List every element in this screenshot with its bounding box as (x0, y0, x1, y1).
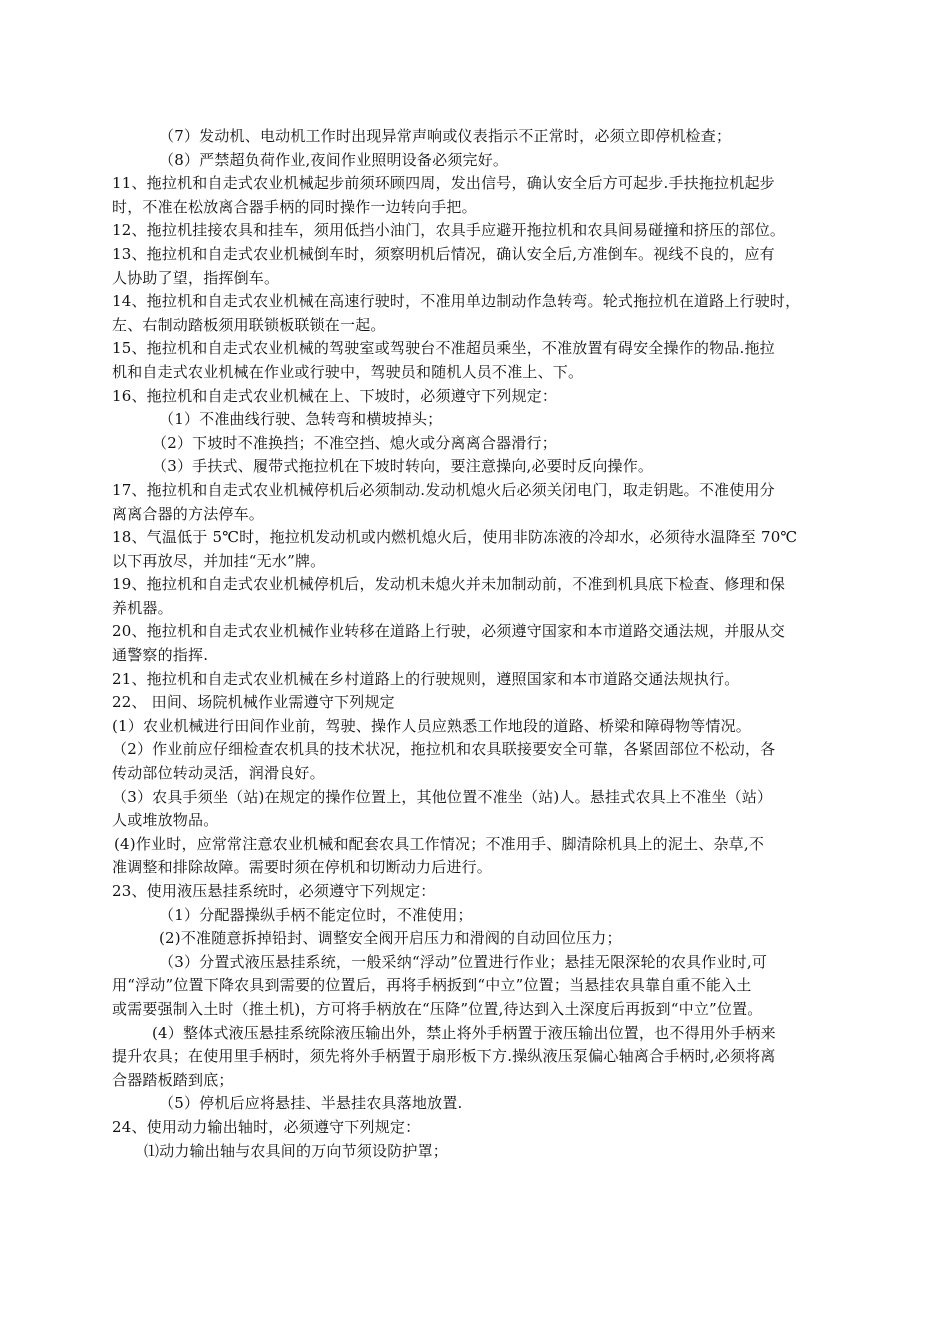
text-line: （2）作业前应仔细检查农机具的技术状况，拖拉机和农具联接要安全可靠，各紧固部位不松动，各 (112, 740, 776, 759)
text-line: 22、 田间、场院机械作业需遵守下列规定 (112, 693, 395, 712)
text-line: 23、使用液压悬挂系统时，必须遵守下列规定： (112, 882, 436, 900)
text-line: 人协助了望，指挥倒车。 (112, 268, 280, 287)
text-line: 左、右制动踏板须用联锁板联锁在一起。 (112, 315, 386, 334)
text-line: 18、气温低于 5℃时，拖拉机发动机或内燃机熄火后，使用非防冻液的冷却水，必须待水温降至 70℃ (112, 528, 798, 547)
text-line: (4）整体式液压悬挂系统除液压输出外，禁止将外手柄置于液压输出位置，也不得用外手柄来 (152, 1023, 776, 1042)
text-line: 准调整和排除故障。需要时须在停机和切断动力后进行。 (112, 858, 493, 877)
text-line: （1）分配器操纵手柄不能定位时，不准使用； (159, 905, 473, 924)
text-line: 提升农具；在使用里手柄时，须先将外手柄置于扇形板下方.操纵液压泵偏心轴离合手柄时,必须将离 (112, 1047, 776, 1066)
text-line: （8）严禁超负荷作业,夜间作业照明设备必须完好。 (159, 150, 509, 169)
text-line: 17、拖拉机和自走式农业机械停机后必须制动.发动机熄火后必须关闭电门，取走钥匙。不准使用分 (112, 480, 775, 499)
text-line: 合器踏板踏到底； (112, 1070, 234, 1089)
text-line: 13、拖拉机和自走式农业机械倒车时，须察明机后情况，确认安全后,方准倒车。视线不良的，应有 (112, 244, 775, 263)
text-line: （3）农具手须坐（站)在规定的操作位置上，其他位置不准坐（站)人。悬挂式农具上不准坐（站） (112, 787, 773, 806)
text-line: 21、拖拉机和自走式农业机械在乡村道路上的行驶规则，遵照国家和本市道路交通法规执行。 (112, 669, 740, 688)
text-line: 人或堆放物品。 (112, 811, 219, 830)
text-line: 16、拖拉机和自走式农业机械在上、下坡时，必须遵守下列规定： (112, 386, 558, 405)
text-line: 12、拖拉机挂接农具和挂车，须用低挡小油门，农具手应避开拖拉机和农具间易碰撞和挤压的部位。 (112, 221, 786, 240)
text-line: 通警察的指挥. (112, 646, 209, 665)
text-line: 以下再放尽，并加挂“无水”牌。 (112, 551, 326, 570)
document-body (112, 125, 850, 1163)
text-line: 20、拖拉机和自走式农业机械作业转移在道路上行驶，必须遵守国家和本市道路交通法规，并服从交 (112, 622, 786, 641)
text-line: （7）发动机、电动机工作时出现异常声响或仪表指示不正常时，必须立即停机检查； (159, 127, 732, 145)
text-line: (2)不准随意拆掉铅封、调整安全阀开启压力和滑阀的自动回位压力； (159, 929, 622, 948)
text-line: (1）农业机械进行田间作业前，驾驶、操作人员应熟悉工作地段的道路、桥梁和障碍物等情况。 (112, 716, 751, 735)
text-line: 养机器。 (112, 598, 173, 617)
text-line: ⑴动力输出轴与农具间的万向节须设防护罩； (144, 1141, 449, 1160)
text-line: 14、拖拉机和自走式农业机械在高速行驶时，不准用单边制动作急转弯。轮式拖拉机在道路上行驶时， (112, 292, 801, 311)
text-line: 24、使用动力输出轴时，必须遵守下列规定： (112, 1117, 421, 1136)
text-line: （3）手扶式、履带式拖拉机在下坡时转向，要注意操向,必要时反向操作。 (152, 457, 654, 476)
text-line: 离离合器的方法停车。 (112, 504, 265, 523)
text-line: 时，不准在松放离合器手柄的同时操作一边转向手把。 (112, 197, 477, 216)
text-line: 或需要强制入土时（推土机)，方可将手柄放在“压降”位置,待达到入土深度后再扳到“中立”位置。 (112, 999, 763, 1018)
text-line: 11、拖拉机和自走式农业机械起步前须环顾四周，发出信号，确认安全后方可起步.手扶拖拉机起步 (112, 174, 775, 193)
text-line: 传动部位转动灵活，润滑良好。 (112, 764, 325, 783)
text-line: (4)作业时，应常常注意农业机械和配套农具工作情况；不准用手、脚清除机具上的泥土、杂草,不 (114, 834, 765, 853)
text-line: 用“浮动”位置下降农具到需要的位置后，再将手柄扳到“中立”位置；当悬挂农具靠自重不能入土 (112, 976, 752, 995)
text-line: （2）下坡时不准换挡；不准空挡、熄火或分离离合器滑行； (152, 433, 557, 452)
text-line: （3）分置式液压悬挂系统，一般采纳“浮动”位置进行作业；悬挂无限深轮的农具作业时,可 (159, 952, 768, 971)
text-line: （1）不准曲线行驶、急转弯和横坡掉头； (159, 410, 443, 429)
text-line: 19、拖拉机和自走式农业机械停机后，发动机未熄火并未加制动前，不准到机具底下检查、修理和保 (112, 575, 786, 594)
text-line: 15、拖拉机和自走式农业机械的驾驶室或驾驶台不准超员乘坐，不准放置有碍安全操作的物品.拖拉 (112, 339, 775, 358)
text-line: （5）停机后应将悬挂、半悬挂农具落地放置. (159, 1094, 463, 1113)
text-line: 机和自走式农业机械在作业或行驶中，驾驶员和随机人员不准上、下。 (112, 362, 584, 381)
